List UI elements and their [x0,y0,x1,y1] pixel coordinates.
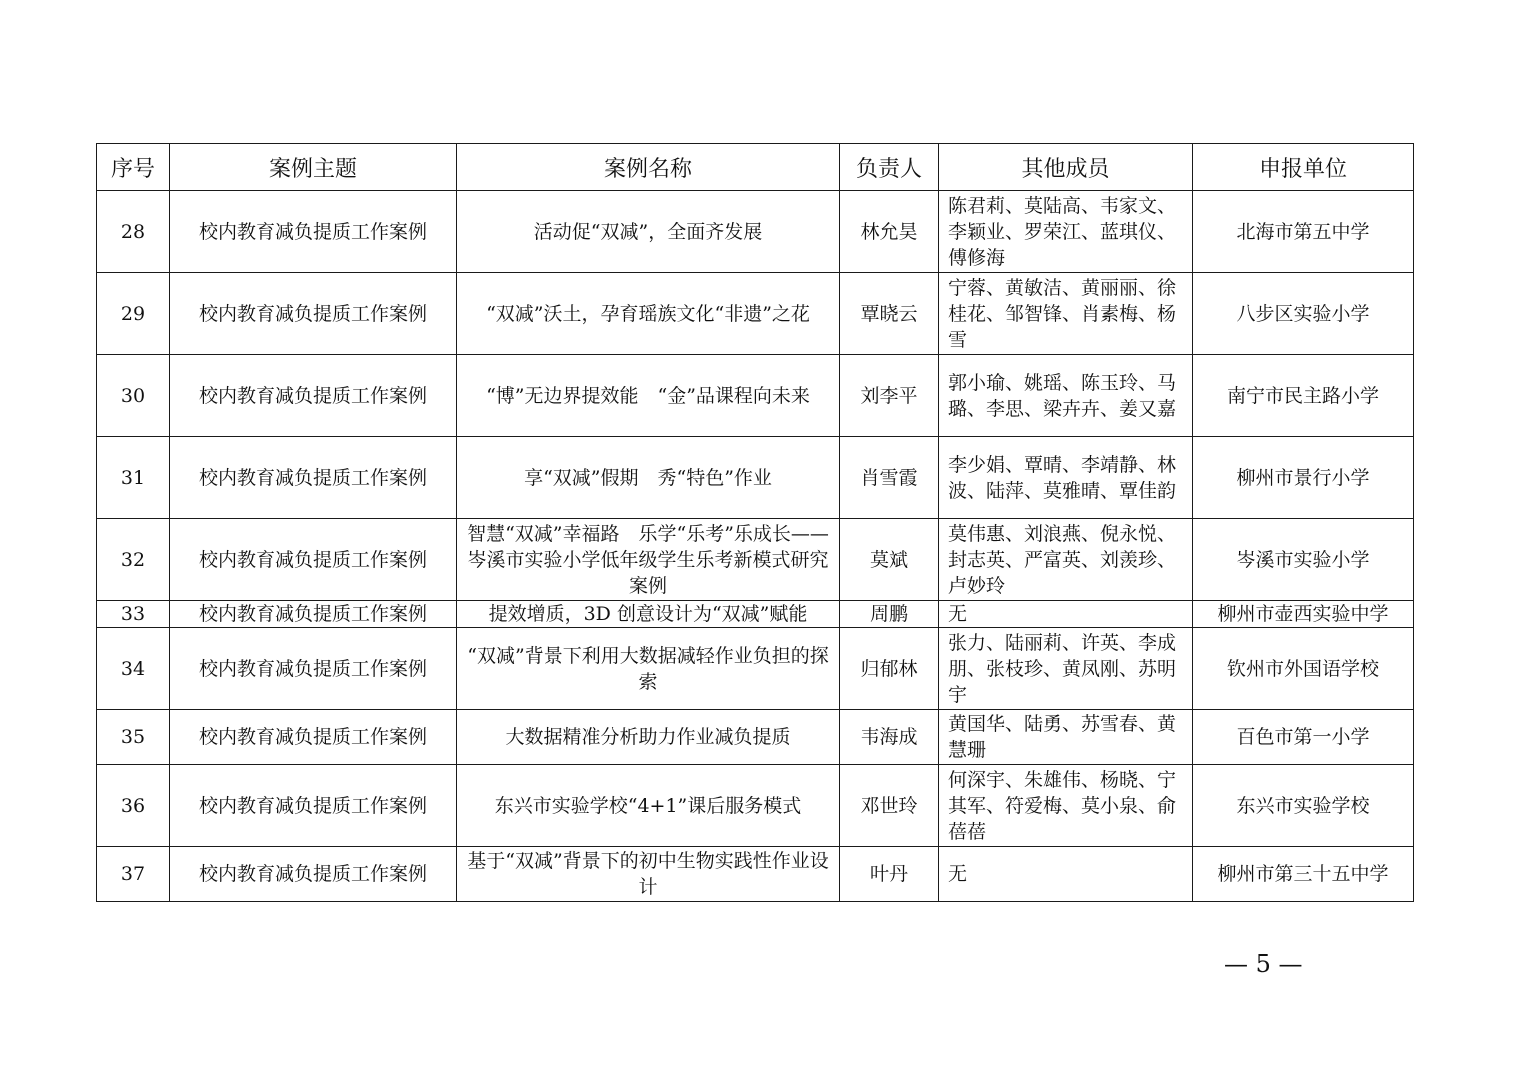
cell-members: 黄国华、陆勇、苏雪春、黄慧珊 [939,710,1193,765]
cell-lead: 周鹏 [840,601,939,628]
cell-lead: 莫斌 [840,519,939,601]
cell-unit: 柳州市景行小学 [1193,437,1414,519]
cell-case-name: “博”无边界提效能 “金”品课程向未来 [457,355,840,437]
cell-members: 郭小瑜、姚瑶、陈玉玲、马璐、李思、梁卉卉、姜又嘉 [939,355,1193,437]
header-members: 其他成员 [939,144,1193,191]
cell-no: 32 [97,519,170,601]
cell-theme: 校内教育减负提质工作案例 [170,191,457,273]
cell-members: 无 [939,601,1193,628]
table-row [97,191,1414,273]
cell-theme: 校内教育减负提质工作案例 [170,437,457,519]
table-header-row [97,144,1414,191]
cell-theme: 校内教育减负提质工作案例 [170,628,457,710]
table-row [97,847,1414,902]
cell-members: 宁蓉、黄敏洁、黄丽丽、徐桂花、邹智锋、肖素梅、杨雪 [939,273,1193,355]
header-unit: 申报单位 [1193,144,1414,191]
cell-case-name: 基于“双减”背景下的初中生物实践性作业设计 [457,847,840,902]
cell-unit: 柳州市第三十五中学 [1193,847,1414,902]
cell-no: 35 [97,710,170,765]
cell-case-name: 智慧“双减”幸福路 乐学“乐考”乐成长——岑溪市实验小学低年级学生乐考新模式研究案例 [457,519,840,601]
cell-case-name: 活动促“双减”，全面齐发展 [457,191,840,273]
cell-no: 30 [97,355,170,437]
cell-members: 何深宇、朱雄伟、杨晓、宁其军、符爱梅、莫小泉、俞蓓蓓 [939,765,1193,847]
cell-theme: 校内教育减负提质工作案例 [170,765,457,847]
cell-no: 28 [97,191,170,273]
cell-unit: 柳州市壶西实验中学 [1193,601,1414,628]
cell-no: 36 [97,765,170,847]
cell-no: 33 [97,601,170,628]
table-row [97,273,1414,355]
page-number: — 5 — [1224,950,1303,978]
cell-lead: 归郁林 [840,628,939,710]
cell-unit: 八步区实验小学 [1193,273,1414,355]
cell-case-name: 享“双减”假期 秀“特色”作业 [457,437,840,519]
cell-lead: 林允昊 [840,191,939,273]
cell-unit: 钦州市外国语学校 [1193,628,1414,710]
table-row [97,710,1414,765]
table-row [97,355,1414,437]
cell-case-name: 大数据精准分析助力作业减负提质 [457,710,840,765]
cell-case-name: “双减”沃土，孕育瑶族文化“非遗”之花 [457,273,840,355]
cell-no: 34 [97,628,170,710]
cell-theme: 校内教育减负提质工作案例 [170,355,457,437]
cell-case-name: 东兴市实验学校“4+1”课后服务模式 [457,765,840,847]
cell-members: 无 [939,847,1193,902]
cell-theme: 校内教育减负提质工作案例 [170,710,457,765]
table-row [97,765,1414,847]
cell-no: 31 [97,437,170,519]
cell-lead: 叶丹 [840,847,939,902]
cell-no: 29 [97,273,170,355]
cell-members: 李少娟、覃晴、李靖静、林波、陆萍、莫雅晴、覃佳韵 [939,437,1193,519]
cell-unit: 东兴市实验学校 [1193,765,1414,847]
cell-unit: 岑溪市实验小学 [1193,519,1414,601]
header-case-name: 案例名称 [457,144,840,191]
cell-lead: 韦海成 [840,710,939,765]
cell-theme: 校内教育减负提质工作案例 [170,601,457,628]
case-table [96,143,1414,902]
cell-lead: 邓世玲 [840,765,939,847]
cell-lead: 刘李平 [840,355,939,437]
cell-members: 陈君莉、莫陆高、韦家文、李颖业、罗荣江、蓝琪仪、傅修海 [939,191,1193,273]
cell-members: 莫伟惠、刘浪燕、倪永悦、封志英、严富英、刘羡珍、卢妙玲 [939,519,1193,601]
cell-lead: 覃晓云 [840,273,939,355]
header-no: 序号 [97,144,170,191]
cell-unit: 南宁市民主路小学 [1193,355,1414,437]
table-row [97,437,1414,519]
header-lead: 负责人 [840,144,939,191]
cell-no: 37 [97,847,170,902]
cell-case-name: 提效增质，3D 创意设计为“双减”赋能 [457,601,840,628]
cell-theme: 校内教育减负提质工作案例 [170,847,457,902]
document-sheet [96,143,1413,902]
cell-members: 张力、陆丽莉、许英、李成朋、张枝珍、黄凤刚、苏明宇 [939,628,1193,710]
cell-theme: 校内教育减负提质工作案例 [170,519,457,601]
table-row [97,628,1414,710]
cell-lead: 肖雪霞 [840,437,939,519]
cell-theme: 校内教育减负提质工作案例 [170,273,457,355]
header-theme: 案例主题 [170,144,457,191]
cell-unit: 北海市第五中学 [1193,191,1414,273]
table-row [97,601,1414,628]
cell-case-name: “双减”背景下利用大数据减轻作业负担的探索 [457,628,840,710]
cell-unit: 百色市第一小学 [1193,710,1414,765]
table-row [97,519,1414,601]
